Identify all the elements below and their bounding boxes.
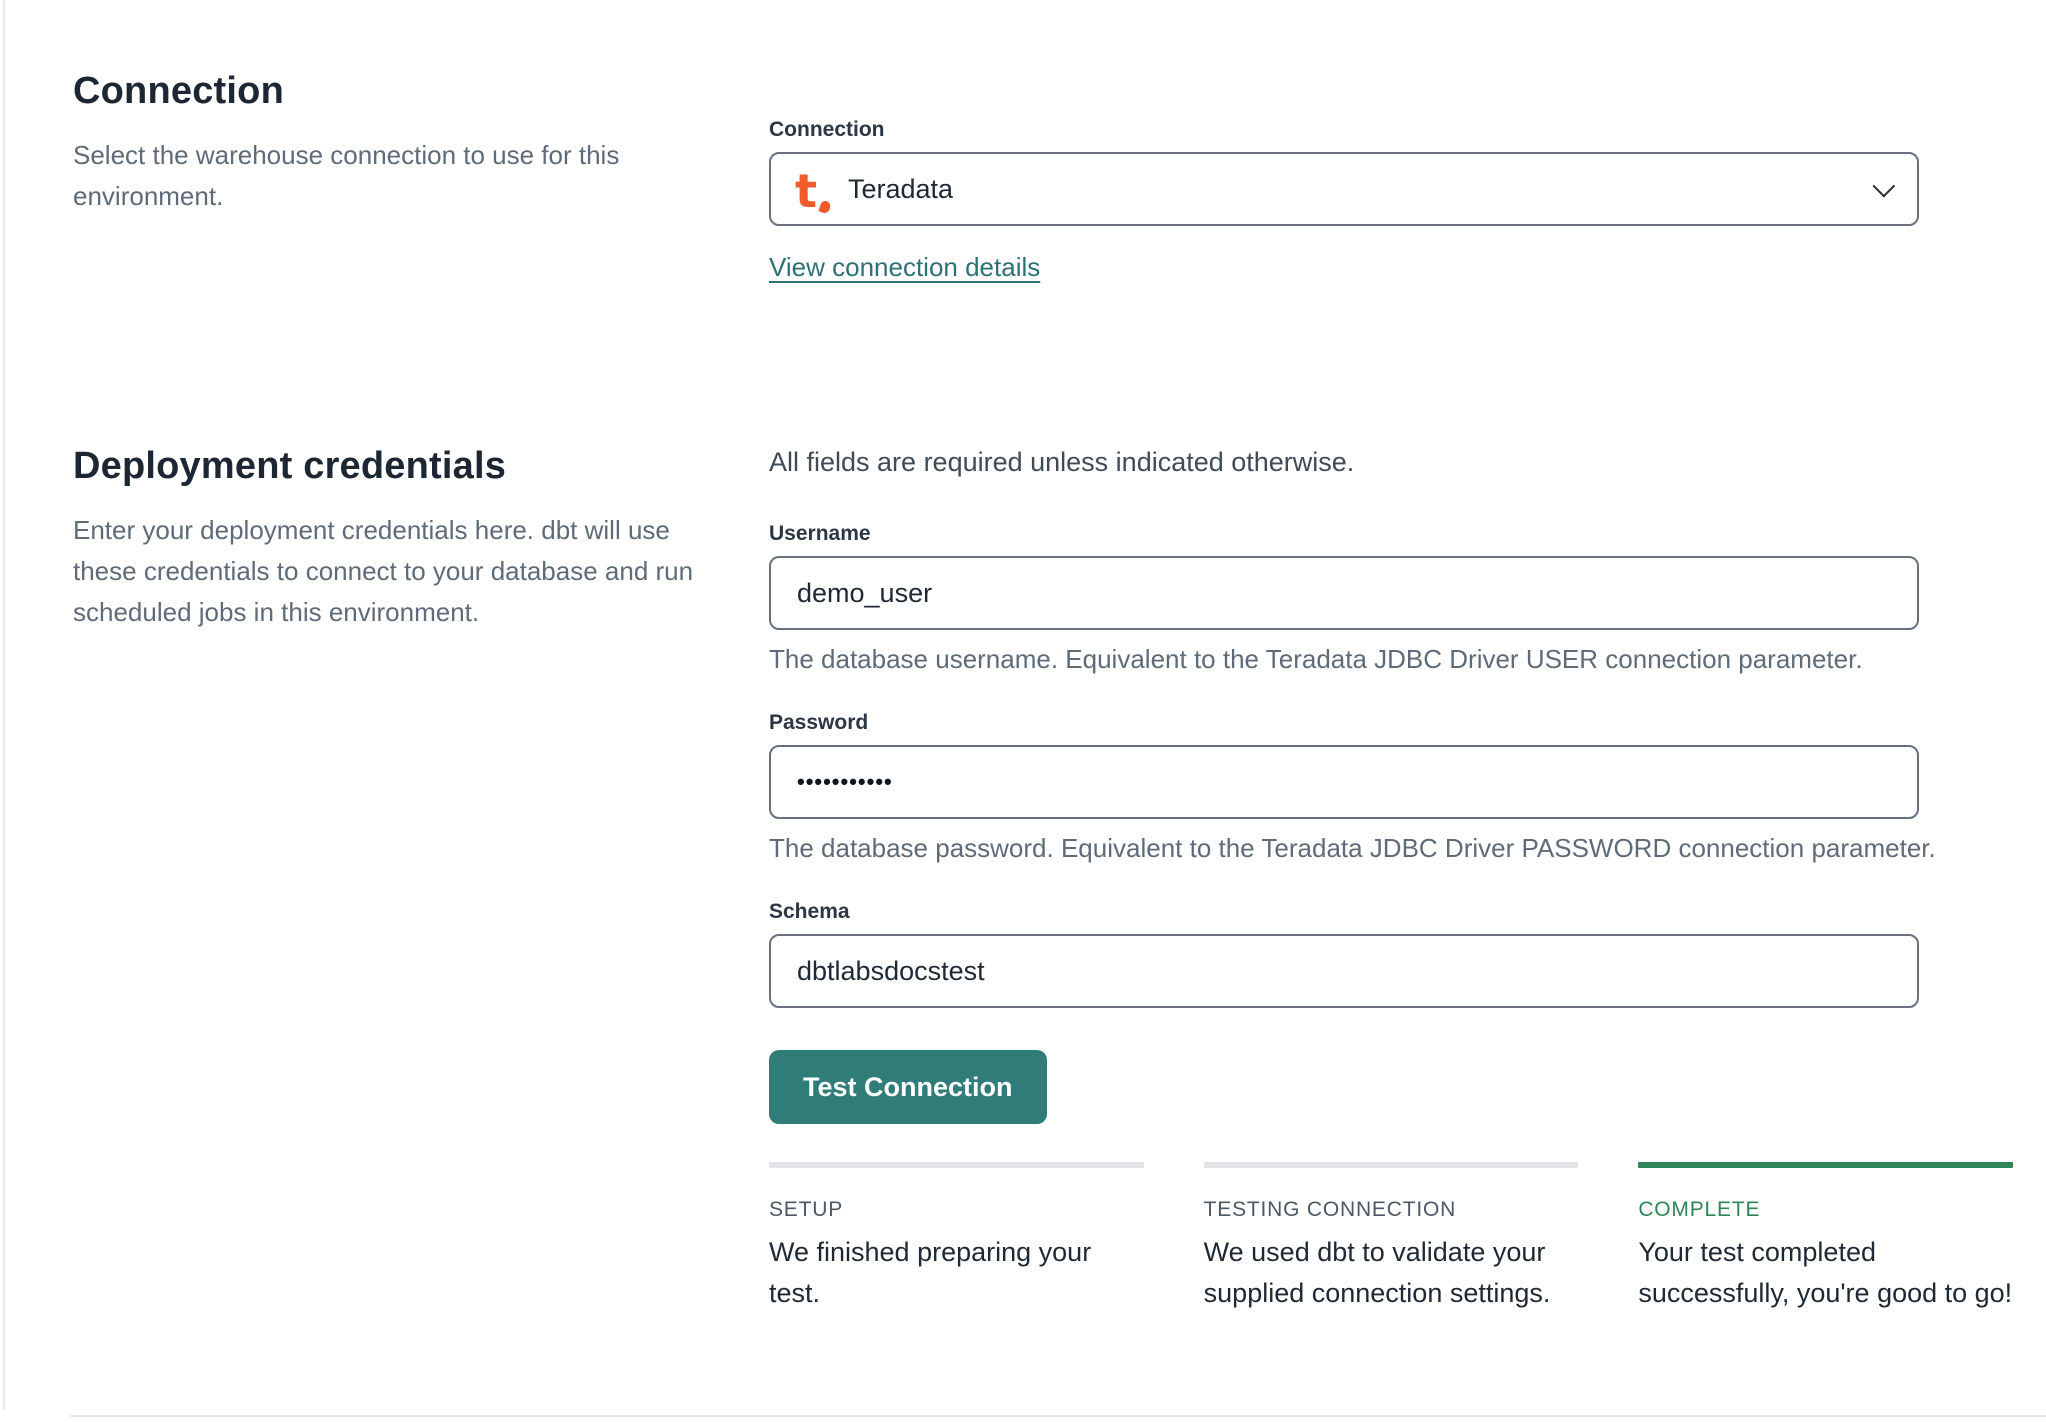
environment-settings-panel <box>73 56 2017 1314</box>
connection-select-value: Teradata <box>848 173 954 204</box>
step-setup-progress-bar <box>769 1162 1144 1168</box>
username-input[interactable] <box>769 556 1919 630</box>
step-complete <box>1638 1162 2013 1314</box>
teradata-logo-icon: t <box>795 171 830 211</box>
connection-test-stepper <box>769 1162 2013 1314</box>
password-label: Password <box>769 711 869 734</box>
step-complete-progress-bar <box>1638 1162 2013 1168</box>
step-testing-connection <box>1204 1162 1579 1314</box>
step-complete-label: COMPLETE <box>1638 1198 1761 1221</box>
password-help-text: The database password. Equivalent to the Teradata JDBC Driver PASSWORD connection parameter. <box>769 833 1936 863</box>
password-field-group <box>769 711 2013 864</box>
step-testing-progress-bar <box>1204 1162 1579 1168</box>
test-connection-button[interactable]: Test Connection <box>769 1050 1047 1124</box>
credentials-section-intro <box>73 431 708 633</box>
credentials-section-description: Enter your deployment credentials here. dbt will use these credentials to connect to your database and run scheduled jobs in this environment. <box>73 515 694 627</box>
credentials-section-title: Deployment credentials <box>73 445 507 487</box>
username-help-text: The database username. Equivalent to the Teradata JDBC Driver USER connection parameter. <box>769 644 1863 674</box>
required-fields-note: All fields are required unless indicated otherwise. <box>769 447 1355 477</box>
panel-bottom-border <box>70 1415 2046 1417</box>
username-field-group <box>769 522 2013 675</box>
connection-select[interactable] <box>769 152 1919 226</box>
connection-section-title: Connection <box>73 70 284 112</box>
credentials-form <box>769 431 2013 1314</box>
panel-left-border <box>3 0 5 1410</box>
deployment-credentials-section <box>73 431 2017 1314</box>
schema-input[interactable] <box>769 934 1919 1008</box>
step-testing-label: TESTING CONNECTION <box>1203 1198 1457 1221</box>
schema-field-group <box>769 900 2013 1008</box>
step-setup-label: SETUP <box>769 1198 844 1221</box>
connection-section-form <box>769 56 2013 283</box>
step-setup <box>769 1162 1144 1314</box>
connection-section-intro <box>73 56 708 217</box>
connection-field-label: Connection <box>769 118 885 141</box>
connection-section <box>73 56 2017 283</box>
chevron-down-icon <box>1873 175 1896 198</box>
username-label: Username <box>769 522 871 545</box>
password-input[interactable] <box>769 745 1919 819</box>
step-complete-description: Your test completed successfully, you're good to go! <box>1638 1237 2013 1308</box>
schema-label: Schema <box>769 900 850 923</box>
step-testing-description: We used dbt to validate your supplied connection settings. <box>1203 1237 1551 1308</box>
connection-section-description: Select the warehouse connection to use for this environment. <box>73 140 620 211</box>
step-setup-description: We finished preparing your test. <box>769 1237 1092 1308</box>
view-connection-details-link[interactable]: View connection details <box>769 252 1041 282</box>
